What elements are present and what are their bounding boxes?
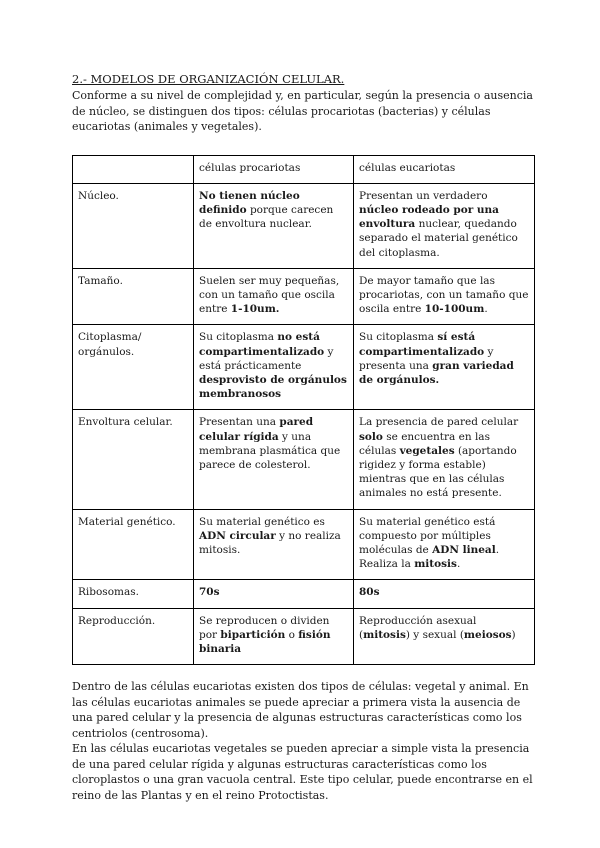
- eukaryotic-cell: [354, 580, 535, 608]
- closing-paragraph-1: Dentro de las células eucariotas existen dos tipos de células: vegetal y animal. En las células eucariotas animales se puede apreciar a primera vista la ausencia de una pared celular y la presencia de algunas estructuras características como los centriolos (centrosoma).: [72, 680, 529, 740]
- text-run: y presenta una: [359, 345, 494, 372]
- text-run: y está prácticamente: [199, 345, 334, 372]
- text-run: nuclear, quedando separado el material genético del citoplasma.: [359, 218, 518, 259]
- text-run: Su citoplasma: [199, 331, 278, 344]
- row-label-cell: Tamaño.: [73, 268, 194, 325]
- text-run: (aportando rigidez y forma estable) mientras que en las células animales no está presente.: [359, 444, 517, 500]
- table-row: [73, 183, 535, 268]
- prokaryotic-cell: [194, 183, 354, 268]
- bold-text: 1-10um.: [230, 303, 280, 316]
- bold-text: fisión binaria: [199, 628, 331, 655]
- section-heading: 2.- MODELOS DE ORGANIZACIÓN CELULAR.: [72, 72, 345, 86]
- text-run: La presencia de pared celular: [359, 416, 519, 429]
- bold-text: meiosos: [463, 628, 512, 641]
- row-label-cell: Reproducción.: [73, 608, 194, 665]
- bold-text: mitosis: [414, 558, 457, 571]
- row-label-cell: Citoplasma/ orgánulos.: [73, 325, 194, 410]
- bold-text: vegetales: [399, 444, 455, 457]
- bold-text: 10-100um: [424, 303, 485, 316]
- text-run: Presentan una: [199, 416, 280, 429]
- prokaryotic-cell: [194, 410, 354, 509]
- eukaryotic-cell: [354, 410, 535, 509]
- prokaryotic-cell: [194, 580, 354, 608]
- text-run: Se reproducen o dividen por: [199, 614, 330, 641]
- prokaryotic-cell: [194, 268, 354, 325]
- text-run: . Realiza la: [359, 543, 500, 571]
- prokaryotic-cell: [194, 608, 354, 665]
- text-run: porque carecen de envoltura nuclear.: [199, 203, 334, 231]
- text-run: y no realiza mitosis.: [199, 529, 341, 556]
- bold-text: No tienen núcleo definido: [199, 189, 300, 216]
- comparison-table: [72, 155, 535, 666]
- document-page: [72, 72, 534, 803]
- text-run: Reproducción asexual (: [359, 614, 477, 641]
- row-label-cell: Envoltura celular.: [73, 410, 194, 509]
- row-label-cell: Núcleo.: [73, 183, 194, 268]
- header-cell-empty: [73, 155, 194, 183]
- text-run: ): [511, 628, 516, 641]
- table-row: [73, 325, 535, 410]
- table-row: [73, 509, 535, 580]
- eukaryotic-cell: [354, 608, 535, 665]
- bold-text: ADN circular: [199, 529, 276, 542]
- bold-text: solo: [359, 430, 383, 443]
- text-run: y una membrana plasmática que parece de colesterol.: [199, 430, 341, 471]
- bold-text: gran variedad de orgánulos.: [359, 359, 514, 386]
- comparison-table-body: [73, 155, 535, 665]
- bold-text: 70s: [199, 586, 220, 599]
- header-cell-eukaryotic: células eucariotas: [354, 155, 535, 183]
- text-run: Su material genético está compuesto por múltiples moléculas de: [359, 515, 496, 556]
- table-row: [73, 580, 535, 608]
- text-run: se encuentra en las células: [359, 430, 490, 457]
- eukaryotic-cell: [354, 183, 535, 268]
- table-header-row: [73, 155, 535, 183]
- bold-text: desprovisto de orgánulos membranosos: [199, 373, 347, 401]
- eukaryotic-cell: [354, 325, 535, 410]
- prokaryotic-cell: [194, 509, 354, 580]
- row-label-cell: Ribosomas.: [73, 580, 194, 608]
- text-run: Presentan un verdadero: [359, 189, 488, 202]
- bold-text: mitosis: [363, 628, 406, 641]
- header-cell-prokaryotic: células procariotas: [194, 155, 354, 183]
- eukaryotic-cell: [354, 509, 535, 580]
- table-row: [73, 410, 535, 509]
- text-run: Su material genético es: [199, 515, 325, 528]
- prokaryotic-cell: [194, 325, 354, 410]
- bold-text: 80s: [359, 586, 380, 599]
- bold-text: núcleo rodeado por una envoltura: [359, 203, 499, 231]
- bold-text: sí está compartimentalizado: [359, 331, 485, 358]
- text-run: ) y sexual (: [405, 628, 464, 641]
- closing-paragraph-2: En las células eucariotas vegetales se pueden apreciar a simple vista la presencia de una pared celular rígida y algunas estructuras características como los cloroplastos o una gran vacuola central. Este tipo celular, puede encontrarse en el reino de las Plantas y en el reino Protoctistas.: [72, 742, 533, 802]
- bold-text: pared celular rígida: [199, 416, 314, 443]
- text-run: o: [285, 628, 299, 641]
- text-run: Suelen ser muy pequeñas, con un tamaño que oscila entre: [199, 274, 340, 316]
- bold-text: no está compartimentalizado: [199, 331, 325, 358]
- closing-text: [72, 679, 534, 803]
- intro-paragraph: Conforme a su nivel de complejidad y, en particular, según la presencia o ausencia de núcleo, se distinguen dos tipos: células procariotas (bacterias) y células eucariotas (animales y vegetales).: [72, 89, 533, 133]
- bold-text: bipartición: [220, 628, 286, 641]
- table-row: [73, 268, 535, 325]
- text-run: .: [456, 558, 461, 571]
- bold-text: ADN lineal: [432, 543, 496, 556]
- table-row: [73, 608, 535, 665]
- text-run: .: [484, 303, 488, 316]
- text-run: Su citoplasma: [359, 331, 438, 344]
- eukaryotic-cell: [354, 268, 535, 325]
- row-label-cell: Material genético.: [73, 509, 194, 580]
- text-run: De mayor tamaño que las procariotas, con un tamaño que oscila entre: [359, 274, 529, 316]
